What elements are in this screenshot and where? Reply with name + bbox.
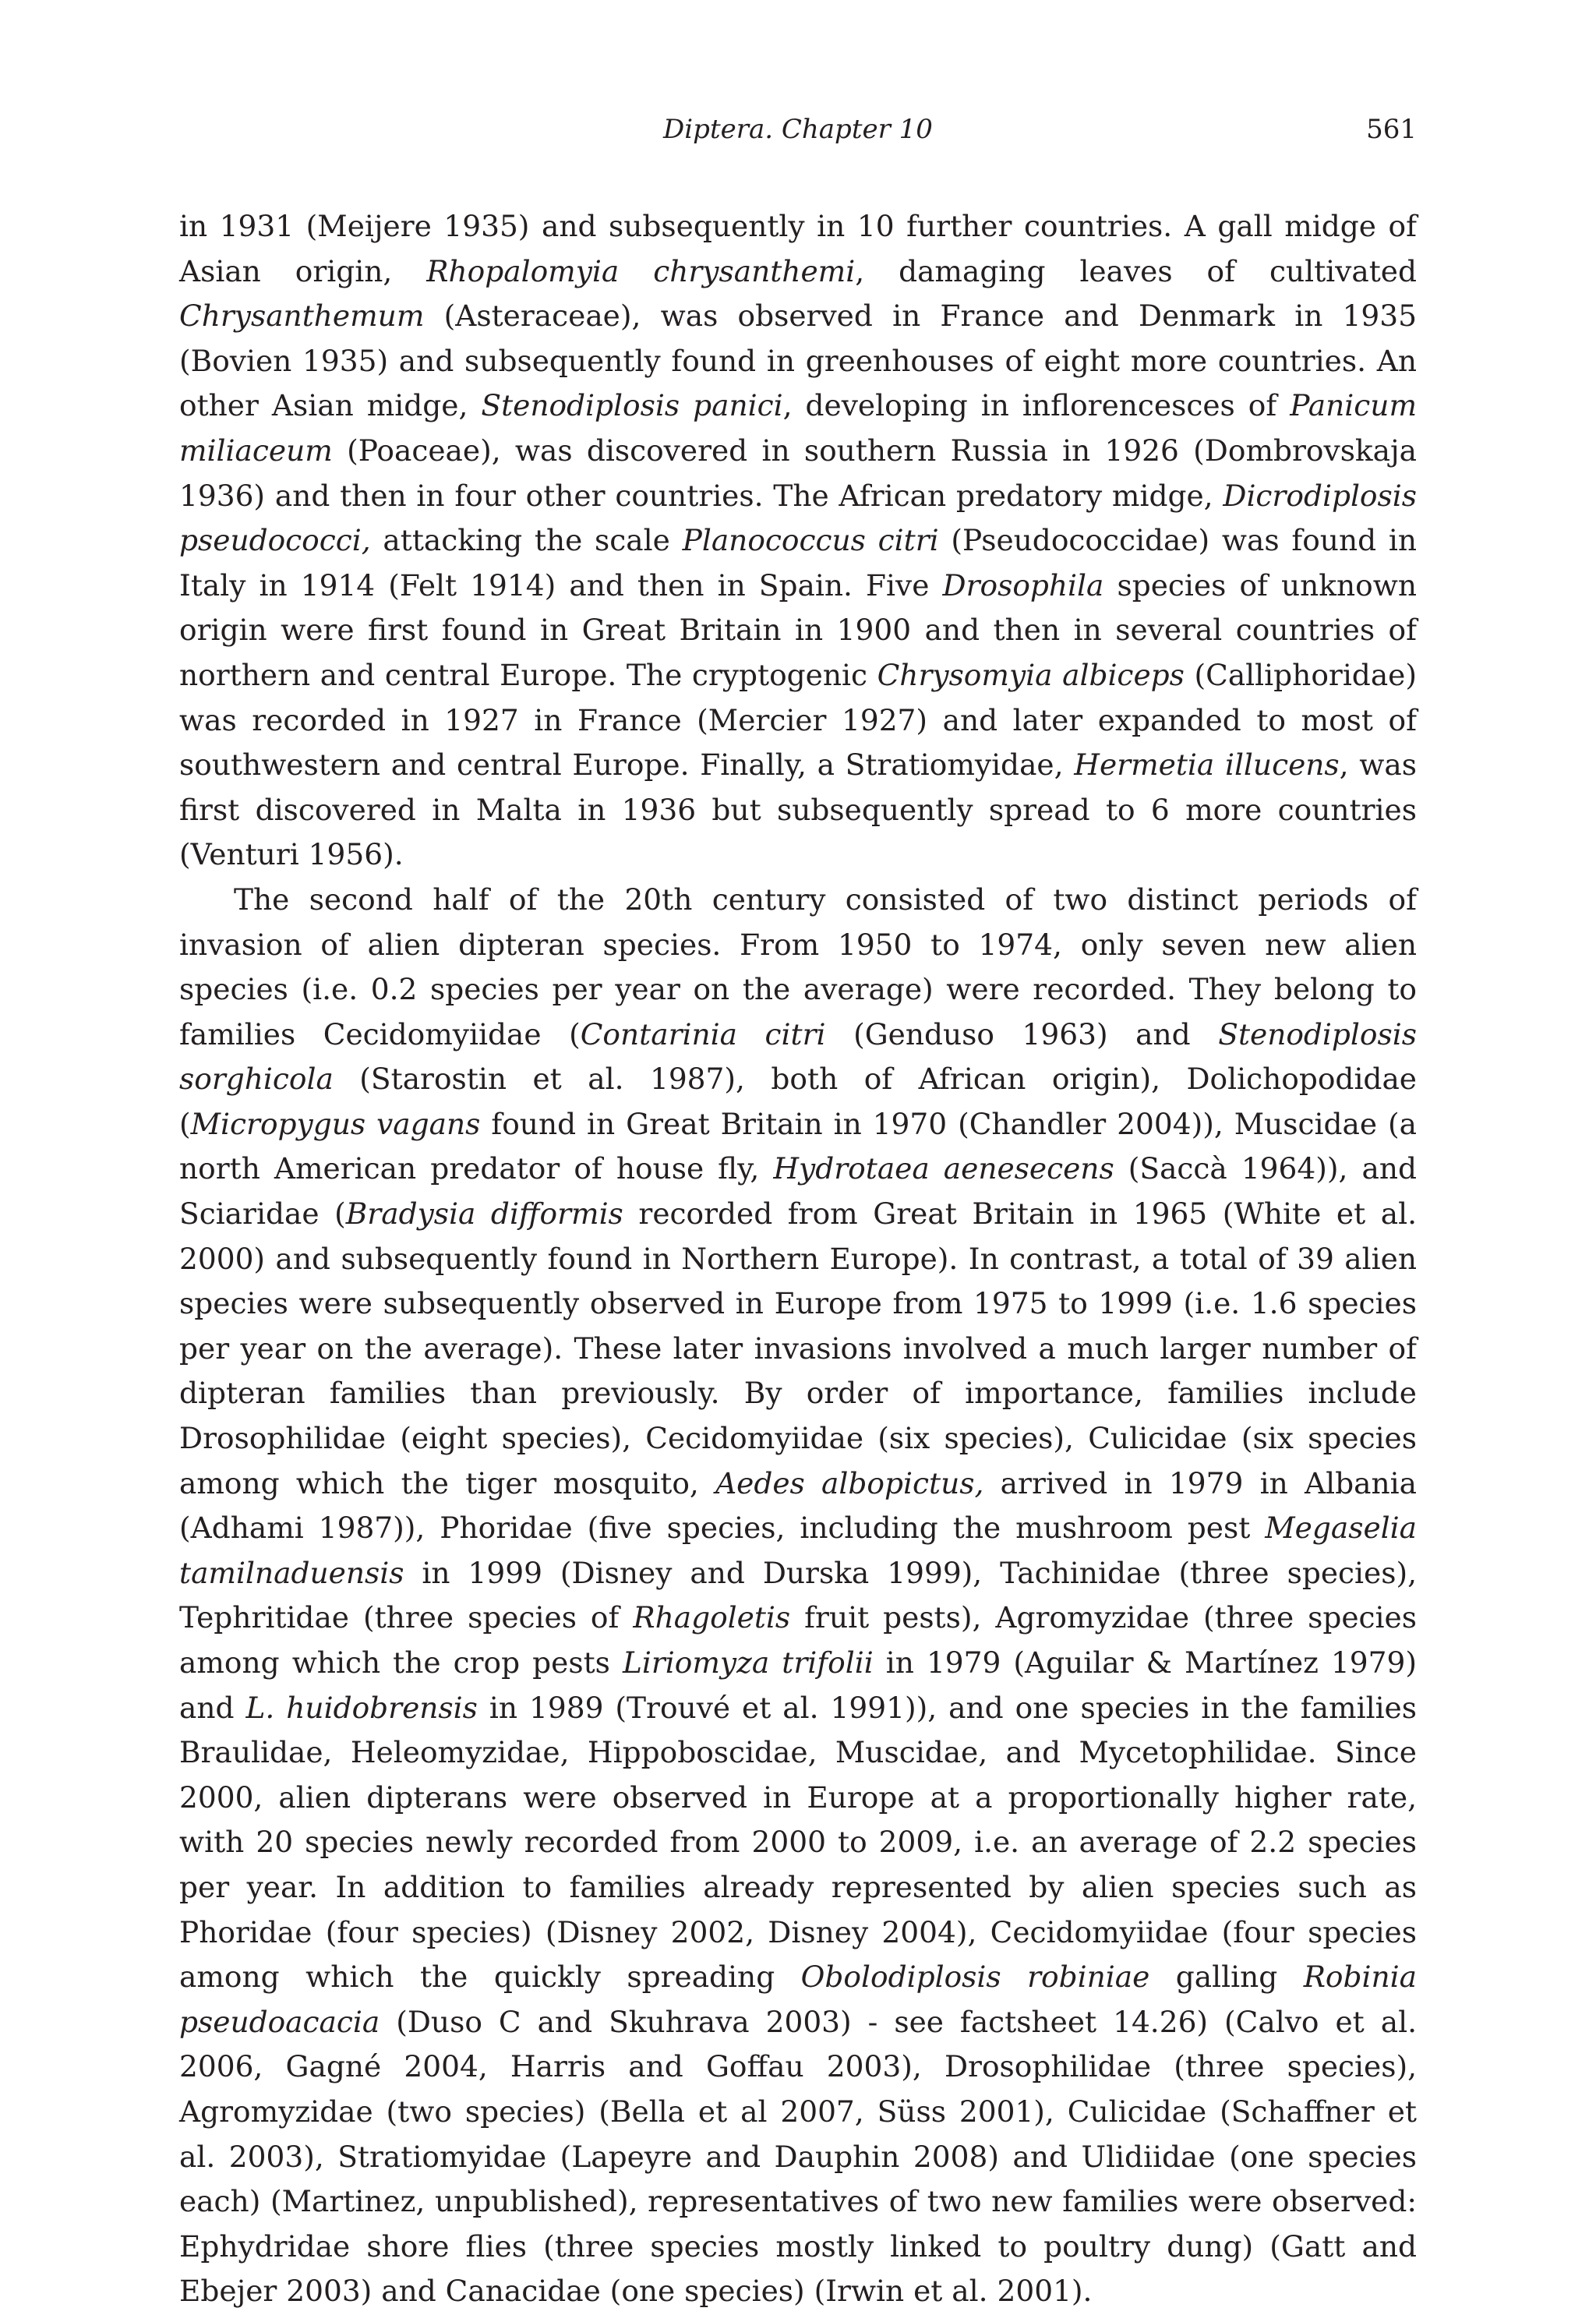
italic-text-run: L. huidobrensis xyxy=(245,1690,478,1725)
text-run: species of unknown origin were first found in Great Britain in 1900 and then in several countries of northern and central Europe. The cryptogenic xyxy=(179,567,1417,692)
text-run: (Calliphoridae) was recorded in 1927 in France (Mercier 1927) and later expanded to most of southwestern and central Europe. Finally, a Stratiomyidae, xyxy=(179,657,1417,783)
italic-text-run: Rhagoletis xyxy=(633,1600,791,1635)
italic-text-run: Rhopalomyia chrysanthemi xyxy=(426,253,856,288)
text-run: found in Great Britain in 1970 (Chandler 2004)), Muscidae (a north American predator of house fly, xyxy=(179,1106,1417,1186)
page-number: 561 xyxy=(1366,114,1417,145)
text-run: in 1979 (Aguilar & Martínez 1979) and xyxy=(179,1645,1417,1725)
text-run: , developing in inflorencesces of xyxy=(782,388,1291,423)
italic-text-run: Panicum miliaceum xyxy=(179,388,1417,468)
paragraph-2 xyxy=(179,878,1417,2314)
text-run: The second half of the 20th century consisted of two distinct periods of invasion of alien dipteran species. From 1950 to 1974, only seven new alien species (i.e. 0.2 species per year on the average) were recorded. They belong to families Cecidomyiidae ( xyxy=(179,882,1417,1051)
text-run: (Starostin et al. 1987), both of African origin), Dolichopodidae ( xyxy=(179,1062,1417,1141)
text-run: (Duso C and Skuhrava 2003) - see factsheet 14.26) (Calvo et al. 2006, Gagné 2004, Harris and Goffau 2003), Drosophilidae (three species), Agromyzidae (two species) (Bella et al 2007, Süss 2001), Culicidae (Schaffner et al. 2003), Stratiomyidae (Lapeyre and Dauphin 2008) and Ulidiidae (one species each) (Martinez, unpublished), representatives of two new families were observed: Ephydridae shore flies (three species mostly linked to poultry dung) (Gatt and Ebejer 2003) and Canacidae (one species) (Irwin et al. 2001). xyxy=(179,2004,1417,2309)
italic-text-run: Robinia pseudoacacia xyxy=(179,1960,1417,2039)
text-run: , damaging leaves of cultivated xyxy=(855,253,1417,288)
italic-text-run: Stenodiplosis panici xyxy=(481,388,783,423)
text-run: (Pseudococcidae) was found in Italy in 1914 (Felt 1914) and then in Spain. Five xyxy=(179,523,1417,603)
text-run: galling xyxy=(1149,1960,1304,1995)
text-run: recorded from Great Britain in 1965 (White et al. 2000) and subsequently found in Northern Europe). In contrast, a total of 39 alien species were subsequently observed in Europe from 1975 to 1999 (i.e. 1.6 species per year on the average). These later invasions involved a much larger number of dipteran families than previously. By order of importance, families include Drosophilidae (eight species), Cecidomyiidae (six species), Culicidae (six species among which the tiger mosquito, xyxy=(179,1196,1417,1500)
italic-text-run: Contarinia citri xyxy=(580,1016,826,1051)
text-run: (Asteraceae), was observed in France and Denmark in 1935 (Bovien 1935) and subsequently found in greenhouses of eight more countries. An other Asian midge, xyxy=(179,299,1417,423)
body-text xyxy=(179,204,1417,2314)
text-run: in 1999 (Disney and Durska 1999), Tachinidae (three species), Tephritidae (three species of xyxy=(179,1555,1417,1635)
text-run: attacking the scale xyxy=(370,523,683,558)
page-header xyxy=(179,111,1417,150)
italic-text-run: Aedes albopictus, xyxy=(715,1465,984,1500)
italic-text-run: Obolodiplosis robiniae xyxy=(800,1960,1150,1995)
running-head: Diptera. Chapter 10 xyxy=(663,114,933,145)
text-run: , was first discovered in Malta in 1936 but subsequently spread to 6 more countries (Venturi 1956). xyxy=(179,747,1417,872)
text-run: (Poaceae), was discovered in southern Russia in 1926 (Dombrovskaja 1936) and then in four other countries. The African predatory midge, xyxy=(179,433,1417,513)
italic-text-run: Liriomyza trifolii xyxy=(622,1645,874,1680)
text-run: arrived in 1979 in Albania (Adhami 1987)), Phoridae (five species, including the mushroom pest xyxy=(179,1465,1417,1546)
italic-text-run: Planococcus citri xyxy=(682,523,939,558)
italic-text-run: Chrysanthemum xyxy=(179,299,425,334)
italic-text-run: Hermetia illucens xyxy=(1074,747,1340,783)
text-run: in 1931 (Meijere 1935) and subsequently in 10 further countries. A gall midge of Asian origin, xyxy=(179,209,1417,288)
paragraph-1 xyxy=(179,204,1417,878)
italic-text-run: Drosophila xyxy=(942,567,1104,603)
italic-text-run: Bradysia difformis xyxy=(345,1196,623,1232)
text-run: fruit pests), Agromyzidae (three species among which the crop pests xyxy=(179,1600,1417,1680)
text-run: (Saccà 1964)), and Sciaridae ( xyxy=(179,1151,1417,1232)
italic-text-run: Megaselia tamilnaduensis xyxy=(179,1511,1417,1590)
italic-text-run: Chrysomyia albiceps xyxy=(877,657,1185,692)
text-run: in 1989 (Trouvé et al. 1991)), and one species in the families Braulidae, Heleomyzidae, Hippoboscidae, Muscidae, and Mycetophilidae. Since 2000, alien dipterans were observed in Europe at a proportionally higher rate, with 20 species newly recorded from 2000 to 2009, i.e. an average of 2.2 species per year. In addition to families already represented by alien species such as Phoridae (four species) (Disney 2002, Disney 2004), Cecidomyiidae (four species among which the quickly spreading xyxy=(179,1690,1417,1995)
italic-text-run: Dicrodiplosis pseudococci, xyxy=(179,478,1417,558)
italic-text-run: Micropygus vagans xyxy=(190,1106,481,1141)
italic-text-run: Hydrotaea aenesecens xyxy=(773,1151,1114,1186)
italic-text-run: Stenodiplosis sorghicola xyxy=(179,1016,1417,1097)
text-run: (Genduso 1963) and xyxy=(825,1016,1219,1051)
